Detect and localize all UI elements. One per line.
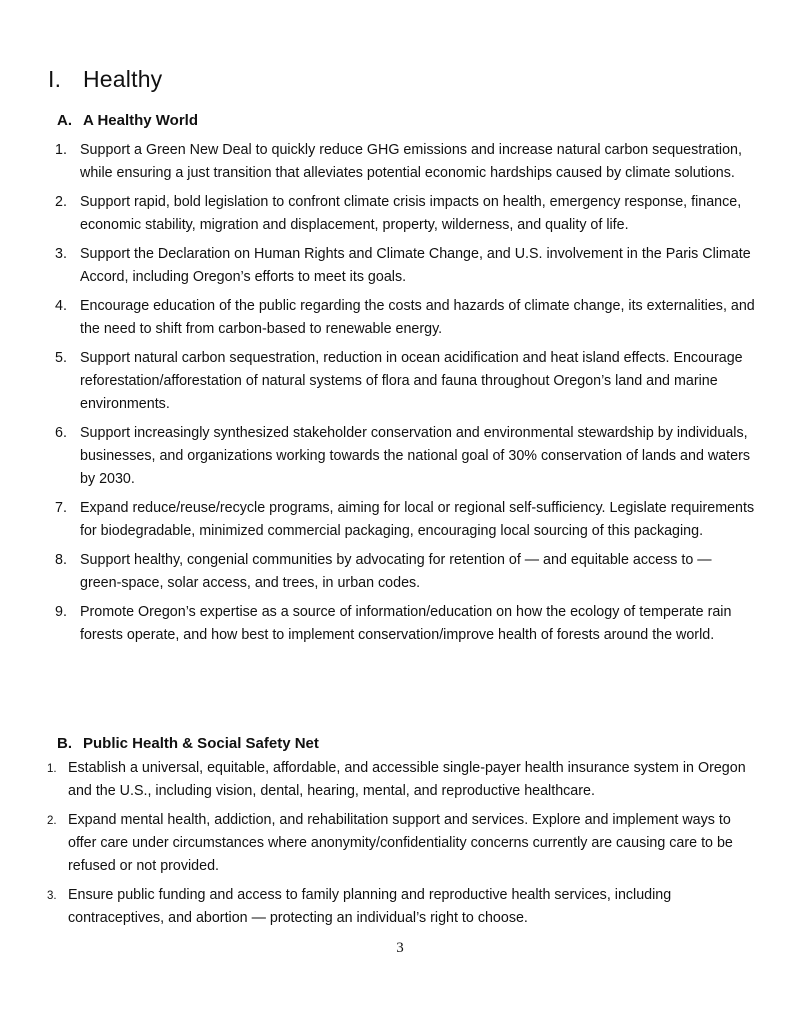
subsection-b-letter: B. xyxy=(57,735,72,752)
list-item xyxy=(55,243,755,289)
list-item-number: 2. xyxy=(47,815,57,827)
list-item-text: Support increasingly synthesized stakeholder conservation and environmental stewardship by individuals, businesses, and organizations working towards the national goal of 30% conservation of lands and waters by 2030. xyxy=(80,425,750,487)
subsection-b-title: Public Health & Social Safety Net xyxy=(83,735,319,752)
list-item xyxy=(55,347,755,416)
list-item xyxy=(55,139,755,185)
list-item-text: Support the Declaration on Human Rights and Climate Change, and U.S. involvement in the Paris Climate Accord, including Oregon’s efforts to meet its goals. xyxy=(80,246,751,285)
list-item xyxy=(55,497,755,543)
list-item-text: Support natural carbon sequestration, reduction in ocean acidification and heat island effects. Encourage reforestation/afforestation of natural systems of flora and fauna throughout Oregon’s land and marine environments. xyxy=(80,350,743,412)
subsection-b-heading xyxy=(57,735,319,752)
list-item-text: Encourage education of the public regarding the costs and hazards of climate change, its externalities, and the need to shift from carbon-based to renewable energy. xyxy=(80,298,755,337)
subsection-a-title: A Healthy World xyxy=(83,112,199,129)
list-item xyxy=(47,757,747,803)
list-item-text: Expand mental health, addiction, and rehabilitation support and services. Explore and implement ways to offer care under circumstances where anonymity/confidentiality concerns currently are causing care to be refused or not provided. xyxy=(68,812,733,874)
list-item-number: 1. xyxy=(55,142,67,158)
subsection-a-heading xyxy=(57,112,198,129)
list-item xyxy=(55,422,755,491)
list-item-number: 4. xyxy=(55,298,67,314)
page-number: 3 xyxy=(396,940,404,956)
list-item xyxy=(55,601,755,647)
list-item xyxy=(55,549,755,595)
list-item-number: 3. xyxy=(47,890,57,902)
subsection-b-list xyxy=(47,757,747,936)
list-item-text: Support healthy, congenial communities by advocating for retention of — and equitable access to — green-space, solar access, and trees, in urban codes. xyxy=(80,552,712,591)
list-item-number: 9. xyxy=(55,604,67,620)
section-title: Healthy xyxy=(83,66,163,92)
subsection-a-list xyxy=(55,139,755,653)
list-item-text: Establish a universal, equitable, affordable, and accessible single-payer health insurance system in Oregon and the U.S., including vision, dental, hearing, mental, and reproductive healthcare. xyxy=(68,760,746,799)
list-item xyxy=(47,884,747,930)
list-item-number: 8. xyxy=(55,552,67,568)
list-item-text: Support rapid, bold legislation to confront climate crisis impacts on health, emergency response, finance, economic stability, migration and displacement, property, wilderness, and quality of life. xyxy=(80,194,742,233)
list-item-number: 6. xyxy=(55,425,67,441)
subsection-a-letter: A. xyxy=(57,112,72,129)
section-heading xyxy=(48,66,162,93)
list-item-number: 3. xyxy=(55,246,67,262)
list-item-text: Promote Oregon’s expertise as a source of information/education on how the ecology of temperate rain forests operate, and how best to implement conservation/improve health of forests around the world. xyxy=(80,604,732,643)
list-item-number: 1. xyxy=(47,763,57,775)
list-item-number: 2. xyxy=(55,194,67,210)
list-item-number: 7. xyxy=(55,500,67,516)
list-item-number: 5. xyxy=(55,350,67,366)
list-item-text: Support a Green New Deal to quickly reduce GHG emissions and increase natural carbon sequestration, while ensuring a just transition that alleviates potential economic hardships caused by climate solutions. xyxy=(80,142,742,181)
list-item-text: Ensure public funding and access to family planning and reproductive health services, including contraceptives, and abortion — protecting an individual’s right to choose. xyxy=(68,887,672,926)
list-item xyxy=(55,191,755,237)
list-item-text: Expand reduce/reuse/recycle programs, aiming for local or regional self-sufficiency. Legislate requirements for biodegradable, minimized commercial packaging, encouraging local sourcing of this packaging. xyxy=(80,500,755,539)
list-item xyxy=(55,295,755,341)
section-number: I. xyxy=(48,66,62,92)
list-item xyxy=(47,809,747,878)
